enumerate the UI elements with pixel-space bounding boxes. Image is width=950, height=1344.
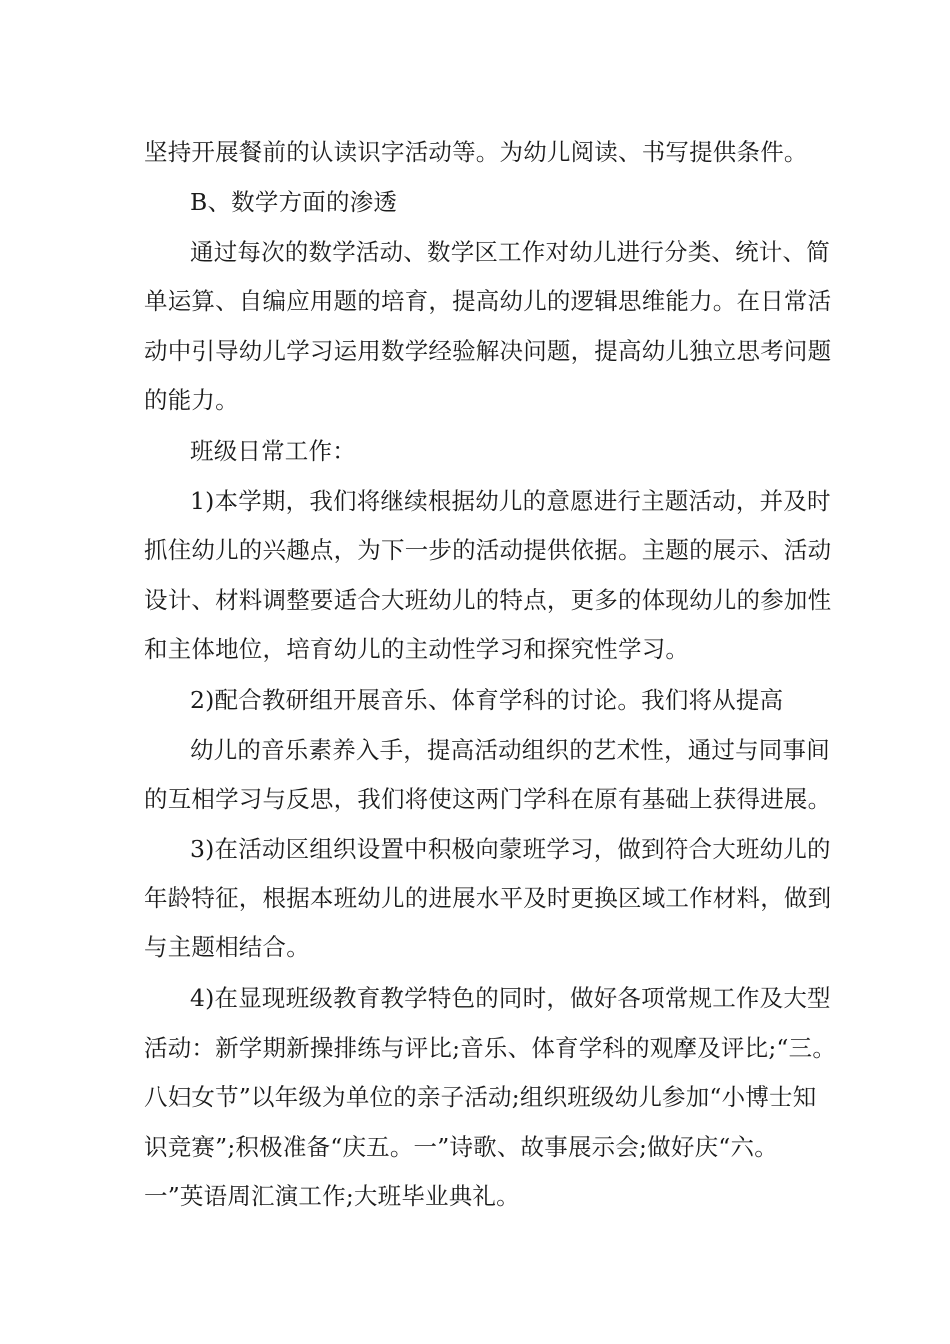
text-line: 1)本学期，我们将继续根据幼儿的意愿进行主题活动，并及时: [190, 487, 831, 515]
text-line: 的能力。: [144, 386, 239, 414]
text-line: 设计、材料调整要适合大班幼儿的特点，更多的体现幼儿的参加性: [144, 586, 832, 614]
text-line: 年龄特征，根据本班幼儿的进展水平及时更换区域工作材料，做到: [144, 884, 832, 912]
text-line: 和主体地位，培育幼儿的主动性学习和探究性学习。: [144, 635, 690, 663]
text-line: 活动：新学期新操排练与评比;音乐、体育学科的观摩及评比;“三。: [144, 1034, 837, 1062]
text-line: 坚持开展餐前的认读识字活动等。为幼儿阅读、书写提供条件。: [144, 138, 808, 166]
section-heading: 班级日常工作：: [190, 437, 356, 465]
text-line: 通过每次的数学活动、数学区工作对幼儿进行分类、统计、简: [190, 238, 830, 266]
text-line: 一”英语周汇演工作;大班毕业典礼。: [144, 1182, 520, 1210]
text-line: 幼儿的音乐素养入手，提高活动组织的艺术性，通过与同事间: [190, 736, 830, 764]
text-line: 4)在显现班级教育教学特色的同时，做好各项常规工作及大型: [190, 984, 831, 1012]
text-line: 2)配合教研组开展音乐、体育学科的讨论。我们将从提高: [190, 686, 784, 714]
section-heading: B、数学方面的渗透: [190, 188, 398, 216]
text-line: 动中引导幼儿学习运用数学经验解决问题，提高幼儿独立思考问题: [144, 337, 832, 365]
text-line: 的互相学习与反思，我们将使这两门学科在原有基础上获得进展。: [144, 785, 832, 813]
text-line: 八妇女节”以年级为单位的亲子活动;组织班级幼儿参加“小博士知: [144, 1083, 817, 1111]
text-line: 抓住幼儿的兴趣点，为下一步的活动提供依据。主题的展示、活动: [144, 536, 832, 564]
text-line: 单运算、自编应用题的培育，提高幼儿的逻辑思维能力。在日常活: [144, 287, 832, 315]
text-line: 3)在活动区组织设置中积极向蒙班学习，做到符合大班幼儿的: [190, 835, 831, 863]
text-line: 识竞赛”;积极准备“庆五。一”诗歌、故事展示会;做好庆“六。: [144, 1133, 778, 1161]
text-line: 与主题相结合。: [144, 933, 310, 961]
